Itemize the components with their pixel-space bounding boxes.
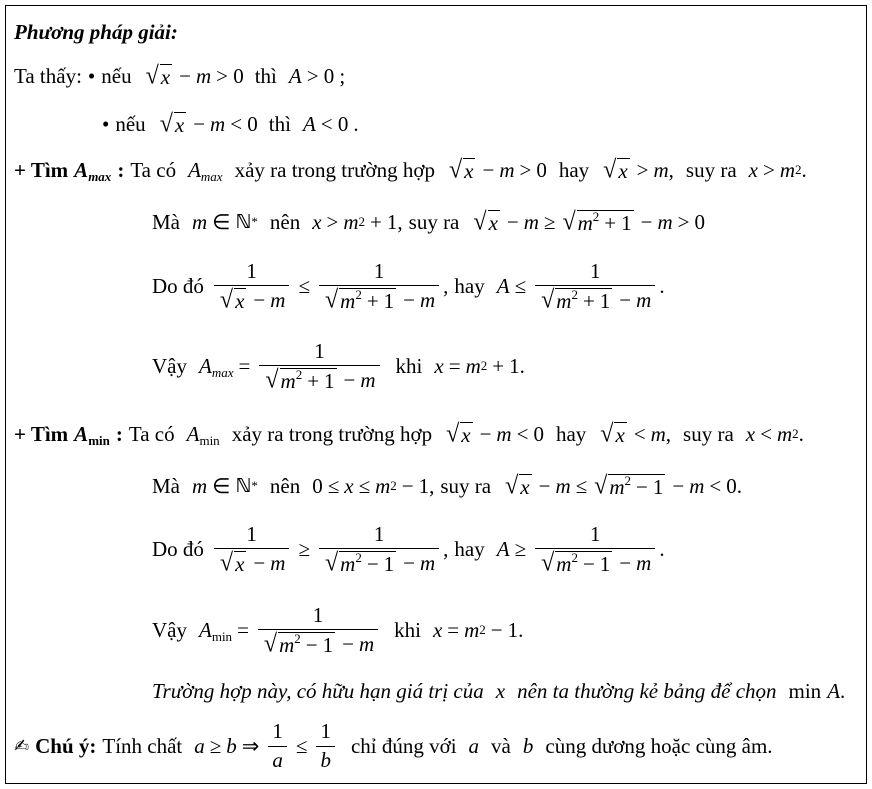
max-ma: Mà [152,209,180,234]
max-colon: : [117,157,125,182]
min-do-do: Do đó [152,536,204,561]
intro-end-1: ; [339,63,346,88]
math-sqrt-x: √ x [159,110,185,138]
intro-line-2: • nếu √ x − m < 0 thì A < 0 . [102,110,359,138]
min-suy-ra-2: suy ra [440,473,492,498]
bullet-1: • [87,63,96,88]
min-line-1: + Tìm $A_{min}$ : Ta có $A_{min}$ xảy ra trong trường hợp √ x − m < 0 hay √ x < m , suy ra x < m 2 . [14,420,804,448]
pencil-icon: ✍ [14,735,30,757]
max-sub: max [88,168,112,184]
case-neg: < 0 [230,111,258,136]
case-neg-A: < 0 [320,111,349,136]
max-hay: hay [558,157,590,182]
intro-thi-2: thì [268,111,291,136]
min-nen: nên [269,473,301,498]
note-label: Chú ý: [35,733,97,758]
max-line-2: Mà m ∈ ℕ * nên x > m 2 + 1, suy ra √ x − m ≥ √ $m^2 + 1$ − m > 0 [152,208,705,236]
min-label: + Tìm [14,421,69,446]
intro-end-2: . [353,111,359,136]
min-hay: hay [555,421,587,446]
solution-box [5,5,867,784]
max-nen: nên [269,209,301,234]
note-va: và [491,733,511,758]
min-line-2: Mà m ∈ ℕ * nên 0 ≤ x ≤ m 2 − 1, suy ra √ x − m ≤ √ $m^2 - 1$ − m < 0. [152,472,742,500]
remark-b: nên ta thường kẻ bảng để chọn [517,678,777,703]
min-remark: Trường hợp này, có hữu hạn giá trị của x nên ta thường kẻ bảng để chọn min A . [152,678,846,703]
max-suy-ra: suy ra [685,157,737,182]
max-suy-ra-2: suy ra [408,209,460,234]
intro-lead: Ta thấy: [14,63,82,88]
min-vay: Vậy [152,617,187,642]
min-sub: min [88,432,110,448]
min-line-3: Do đó 1 √ x − m ≥ 1 √ $m^2 - 1$ − m , hay A ≥ 1 √ $m^2 - 1$ − m . [152,521,665,577]
note-text3: cùng dương hoặc cùng âm. [545,733,773,758]
max-vay: Vậy [152,353,187,378]
math-sqrt-x: √ x [145,62,171,90]
intro-neu-2: nếu [115,111,146,136]
max-label: + Tìm [14,157,69,182]
remark-c: min [788,678,822,703]
intro-thi-1: thì [254,63,277,88]
max-line-4: Vậy $A_{max}$ = 1 √ $m^2 + 1$ − m khi x = m 2 + 1. [152,338,525,394]
max-line-1: + Tìm $A_{max}$ : Ta có $A_{max}$ xảy ra trong trường hợp √ x − m > 0 hay √ x > m , suy ra x > m 2 . [14,156,807,184]
bullet-2: • [102,111,110,136]
min-colon: : [115,421,123,446]
max-hay-2: hay [454,273,485,298]
max-text2: xảy ra trong trường hợp [234,157,435,182]
remark-a: Trường hợp này, có hữu hạn giá trị của [152,678,484,703]
note-line: ✍ Chú ý: Tính chất a ≥ b ⇒ $\frac{1}{a}$ ≤ $\frac{1}{b}$ chỉ đúng với a và b cùng dương hoặc cùng âm. [14,719,773,772]
min-line-4: Vậy $A_{min}$ = 1 √ $m^2 - 1$ − m khi x = m 2 − 1. [152,602,524,658]
heading: Phương pháp giải: [14,19,178,44]
heading-line [14,12,178,52]
min-ma: Mà [152,473,180,498]
note-text2: chỉ đúng với [350,733,457,758]
case-pos-A: > 0 [306,63,335,88]
case-pos: > 0 [216,63,244,88]
intro-neu-1: nếu [101,63,132,88]
max-khi: khi [395,353,423,378]
min-text1: Ta có [128,421,175,446]
min-suy-ra: suy ra [683,421,734,446]
intro-line-1: Ta thấy: • nếu √ x − m > 0 thì A > 0 ; [14,62,346,90]
max-do-do: Do đó [152,273,204,298]
min-hay-2: hay [454,536,485,561]
note-text1: Tính chất [102,733,183,758]
max-text1: Ta có [130,157,177,182]
min-khi: khi [394,617,421,642]
max-line-3: Do đó 1 √ x − m ≤ 1 √ $m^2 + 1$ − m , hay A ≤ 1 √ $m^2 + 1$ − m . [152,258,665,314]
min-text2: xảy ra trong trường hợp [231,421,433,446]
